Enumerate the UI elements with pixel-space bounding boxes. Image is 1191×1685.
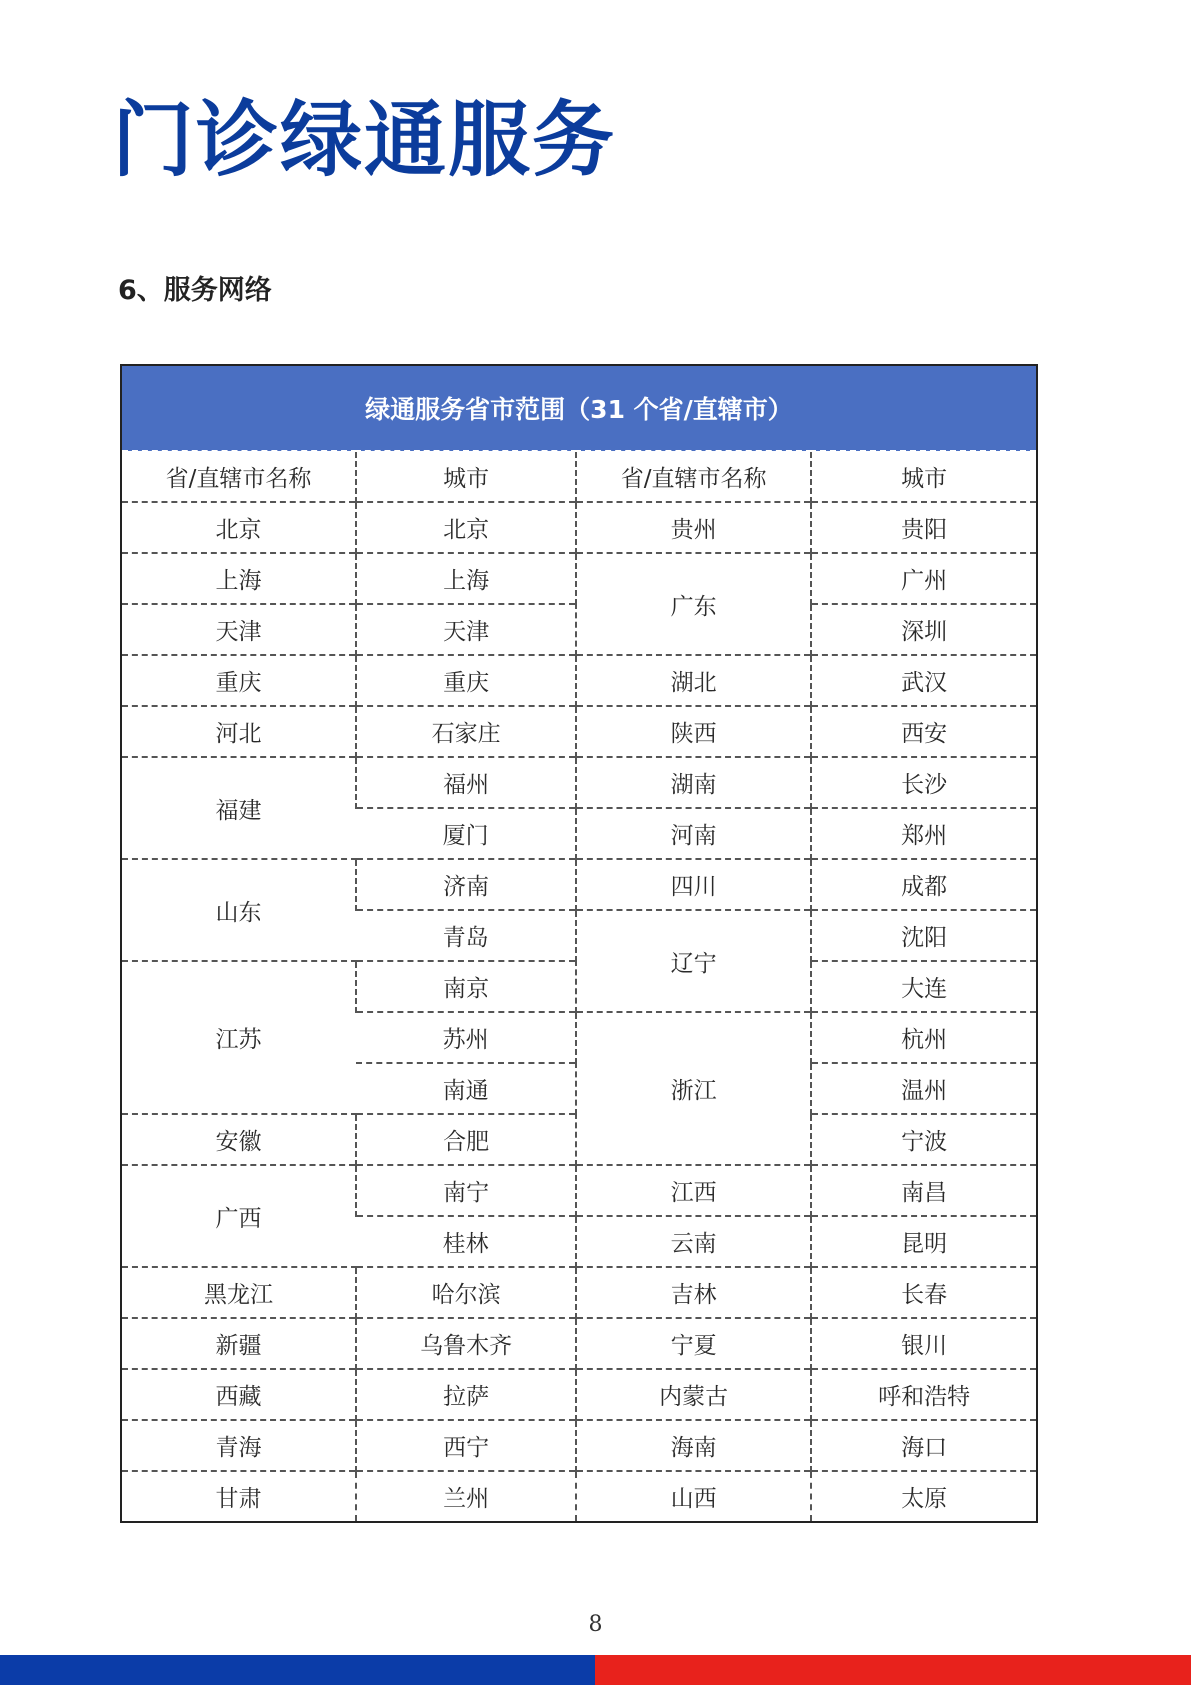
table-cell: 宁波 — [811, 1114, 1036, 1165]
table-cell: 桂林 — [356, 1216, 576, 1267]
table-cell: 济南 — [356, 859, 576, 910]
table-cell: 沈阳 — [811, 910, 1036, 961]
table-cell: 昆明 — [811, 1216, 1036, 1267]
table-cell: 浙江 — [576, 1012, 811, 1165]
table-cell: 西藏 — [122, 1369, 356, 1420]
table-cell: 苏州 — [356, 1012, 576, 1063]
table-cell: 拉萨 — [356, 1369, 576, 1420]
table-cell: 温州 — [811, 1063, 1036, 1114]
table-cell: 河南 — [576, 808, 811, 859]
table-cell: 长春 — [811, 1267, 1036, 1318]
table-cell: 福建 — [122, 757, 356, 859]
column-header-row — [122, 451, 1036, 502]
table-cell: 贵州 — [576, 502, 811, 553]
table-cell: 海口 — [811, 1420, 1036, 1471]
page-number: 8 — [588, 1612, 603, 1637]
table-cell: 江西 — [576, 1165, 811, 1216]
table-cell: 福州 — [356, 757, 576, 808]
column-header-province: 省/直辖市名称 — [576, 451, 811, 502]
table-cell: 河北 — [122, 706, 356, 757]
table-cell: 辽宁 — [576, 910, 811, 1012]
table-cell: 安徽 — [122, 1114, 356, 1165]
table-body — [122, 451, 1036, 1521]
table-cell: 呼和浩特 — [811, 1369, 1036, 1420]
table-row — [122, 1165, 1036, 1216]
table-cell: 湖南 — [576, 757, 811, 808]
table-cell: 山东 — [122, 859, 356, 961]
table-cell: 贵阳 — [811, 502, 1036, 553]
column-header-city: 城市 — [811, 451, 1036, 502]
table-row — [122, 706, 1036, 757]
table-cell: 上海 — [356, 553, 576, 604]
footer-bar-blue — [0, 1655, 595, 1685]
table-cell: 黑龙江 — [122, 1267, 356, 1318]
section-heading: 6、服务网络 — [118, 275, 272, 306]
table-cell: 南昌 — [811, 1165, 1036, 1216]
footer-bar-red — [595, 1655, 1191, 1685]
table-cell: 广州 — [811, 553, 1036, 604]
table-row — [122, 1369, 1036, 1420]
table-cell: 江苏 — [122, 961, 356, 1114]
table-row — [122, 1318, 1036, 1369]
table-cell: 四川 — [576, 859, 811, 910]
table-cell: 青海 — [122, 1420, 356, 1471]
table-cell: 西宁 — [356, 1420, 576, 1471]
column-header-province: 省/直辖市名称 — [165, 466, 312, 492]
table-cell: 合肥 — [356, 1114, 576, 1165]
table-cell: 太原 — [811, 1471, 1036, 1521]
table-cell: 重庆 — [356, 655, 576, 706]
table-cell: 乌鲁木齐 — [356, 1318, 576, 1369]
table-cell: 南宁 — [356, 1165, 576, 1216]
table-row — [122, 757, 1036, 808]
table-cell: 青岛 — [356, 910, 576, 961]
table-cell: 陕西 — [576, 706, 811, 757]
table-cell: 西安 — [811, 706, 1036, 757]
table-cell: 南京 — [356, 961, 576, 1012]
table-row — [122, 1267, 1036, 1318]
table-cell: 甘肃 — [122, 1471, 356, 1521]
table-cell: 武汉 — [811, 655, 1036, 706]
table-cell: 新疆 — [122, 1318, 356, 1369]
table-cell: 哈尔滨 — [356, 1267, 576, 1318]
table-cell: 天津 — [122, 604, 356, 655]
table-cell: 内蒙古 — [576, 1369, 811, 1420]
table-cell: 广东 — [576, 553, 811, 655]
table-cell: 上海 — [122, 553, 356, 604]
table-row — [122, 553, 1036, 604]
table-cell: 杭州 — [811, 1012, 1036, 1063]
table-cell: 长沙 — [811, 757, 1036, 808]
table-row — [122, 1471, 1036, 1521]
table-caption: 绿通服务省市范围（31 个省/直辖市） — [122, 366, 1036, 451]
table-cell: 湖北 — [576, 655, 811, 706]
service-network-table — [120, 364, 1038, 1523]
table-cell: 宁夏 — [576, 1318, 811, 1369]
table-row — [122, 1420, 1036, 1471]
table-cell: 成都 — [811, 859, 1036, 910]
table-cell: 山西 — [576, 1471, 811, 1521]
table-cell: 重庆 — [122, 655, 356, 706]
table-cell: 厦门 — [356, 808, 576, 859]
page-title: 门诊绿通服务 — [112, 93, 617, 188]
table-row — [122, 655, 1036, 706]
table-cell: 云南 — [576, 1216, 811, 1267]
table-cell: 天津 — [356, 604, 576, 655]
table-cell: 广西 — [122, 1165, 356, 1267]
table-cell: 北京 — [356, 502, 576, 553]
table-cell: 深圳 — [811, 604, 1036, 655]
table-cell: 海南 — [576, 1420, 811, 1471]
table-row — [122, 502, 1036, 553]
table-cell: 银川 — [811, 1318, 1036, 1369]
table-cell: 兰州 — [356, 1471, 576, 1521]
table-cell: 南通 — [356, 1063, 576, 1114]
table-cell: 郑州 — [811, 808, 1036, 859]
column-header-city: 城市 — [356, 451, 576, 502]
table-row — [122, 859, 1036, 910]
table-cell: 石家庄 — [356, 706, 576, 757]
table-cell: 大连 — [811, 961, 1036, 1012]
table-cell: 吉林 — [576, 1267, 811, 1318]
table-cell: 北京 — [122, 502, 356, 553]
